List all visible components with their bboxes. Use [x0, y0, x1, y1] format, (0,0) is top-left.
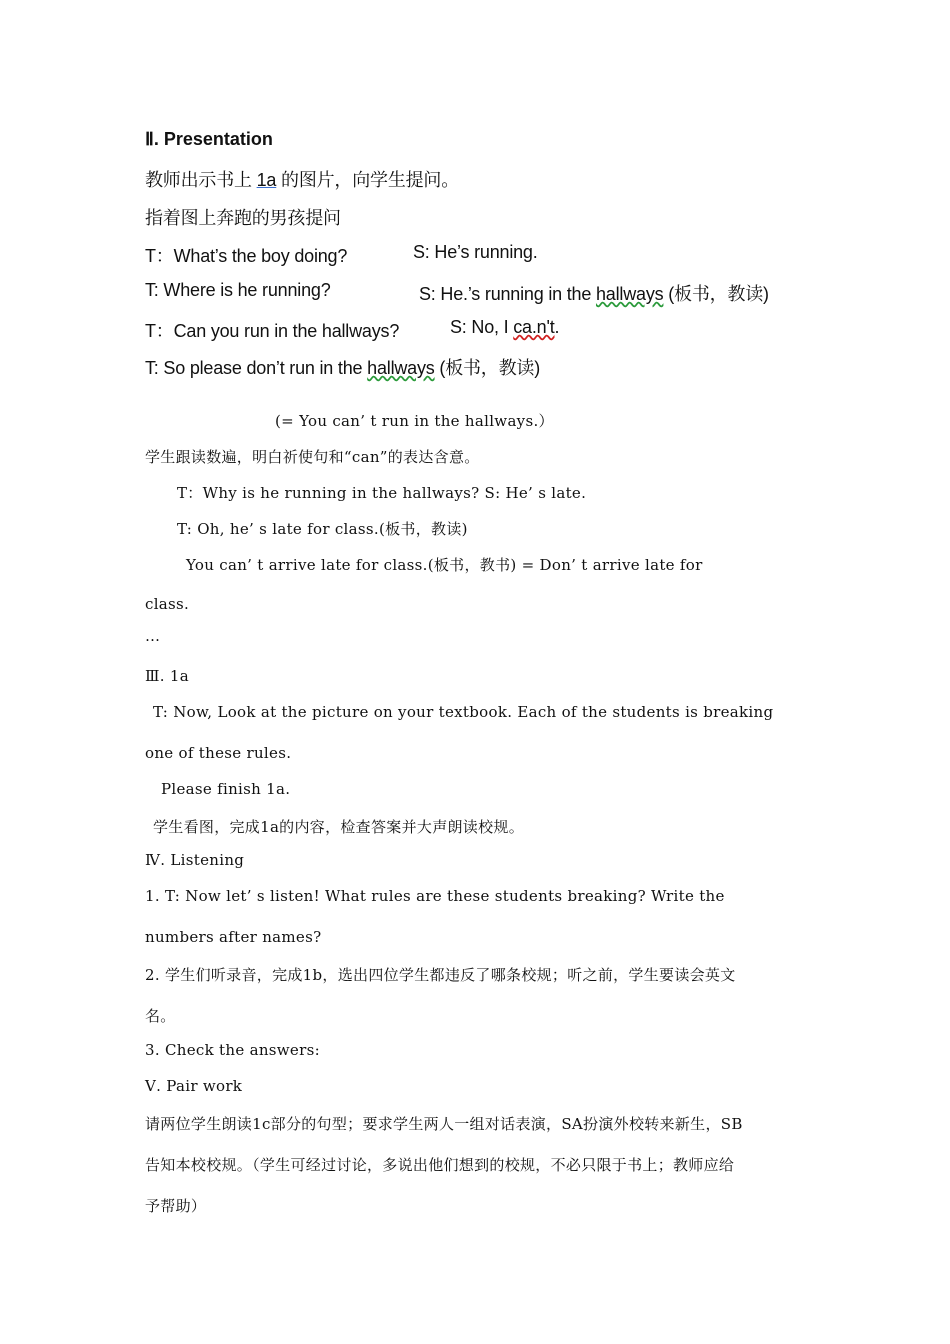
listening-item-1a: 1. T: Now let’ s listen! What rules are these students breaking? Write the [145, 887, 725, 905]
why-line: T：Why is he running in the hallways? S: He’ s late. [177, 484, 587, 502]
listening-item-2b: 名。 [145, 1007, 176, 1025]
dialog-2-student [419, 280, 769, 306]
dialog-3-student-b: . [554, 317, 560, 337]
late-line: T: Oh, he’ s late for class.(板书，教读) [177, 520, 468, 538]
dialog-4-word: hallways [367, 358, 435, 378]
section-heading-listening: Ⅳ. Listening [145, 851, 245, 869]
dialog-3-student-a: S: No, I [450, 317, 514, 337]
dialog-2-word: hallways [595, 284, 664, 304]
instr-line-2: one of these rules. [145, 744, 292, 762]
instr-line-4: 学生看图，完成1a的内容，检查答案并大声朗读校规。 [153, 818, 524, 836]
section-heading-pair-work: Ⅴ. Pair work [145, 1077, 243, 1095]
instr-line-1: T: Now, Look at the picture on your textbook. Each of the students is breaking [153, 703, 774, 721]
pair-work-line-2: 告知本校校规。（学生可经过讨论，多说出他们想到的校规，不必只限于书上；教师应给 [145, 1156, 735, 1174]
dialog-3-teacher: T：Can you run in the hallways? [145, 321, 400, 341]
listening-item-2a: 2. 学生们听录音，完成1b，选出四位学生都违反了哪条校规；听之前，学生要读会英文 [145, 966, 736, 984]
pair-work-line-3: 予帮助） [145, 1197, 207, 1215]
dialog-1-student: S: He’s running. [413, 242, 538, 262]
arrive-line: You can’ t arrive late for class.(板书，教书) = Don’ t arrive late for [186, 556, 703, 574]
point-line: 指着图上奔跑的男孩提问 [145, 208, 341, 228]
instr-line-3: Please finish 1a. [161, 780, 291, 798]
dialog-4-teacher-a: T: So please don’t run in the [145, 358, 368, 378]
dialog-2-student-b: (板书，教读) [663, 284, 769, 304]
follow-read-line: 学生跟读数遍，明白祈使句和“can”的表达含意。 [145, 448, 480, 466]
dialog-3-student [450, 317, 559, 338]
listening-item-3: 3. Check the answers: [145, 1041, 320, 1059]
equivalent-line: (= You can’ t run in the hallways.） [275, 412, 554, 430]
section-heading-presentation: Ⅱ. Presentation [145, 129, 273, 149]
dialog-2-teacher: T: Where is he running? [145, 280, 331, 300]
dialog-4-teacher [145, 354, 540, 380]
intro-ref: 1a [256, 170, 277, 190]
intro-line [145, 166, 459, 192]
ellipsis: … [145, 627, 161, 645]
listening-item-1b: numbers after names? [145, 928, 322, 946]
dialog-3-word: ca.n't [513, 317, 555, 337]
arrive-line-cont: class. [145, 595, 190, 613]
dialog-1-teacher: T：What’s the boy doing? [145, 246, 348, 266]
dialog-4-teacher-b: (板书，教读) [434, 358, 540, 378]
pair-work-line-1: 请两位学生朗读1c部分的句型；要求学生两人一组对话表演，SA扮演外校转来新生，SB [145, 1115, 743, 1133]
intro-text-a: 教师出示书上 [145, 170, 257, 190]
intro-text-b: 的图片，向学生提问。 [276, 170, 460, 190]
section-heading-1a: Ⅲ. 1a [145, 667, 189, 685]
dialog-2-student-a: S: He.’s running in the [419, 284, 596, 304]
